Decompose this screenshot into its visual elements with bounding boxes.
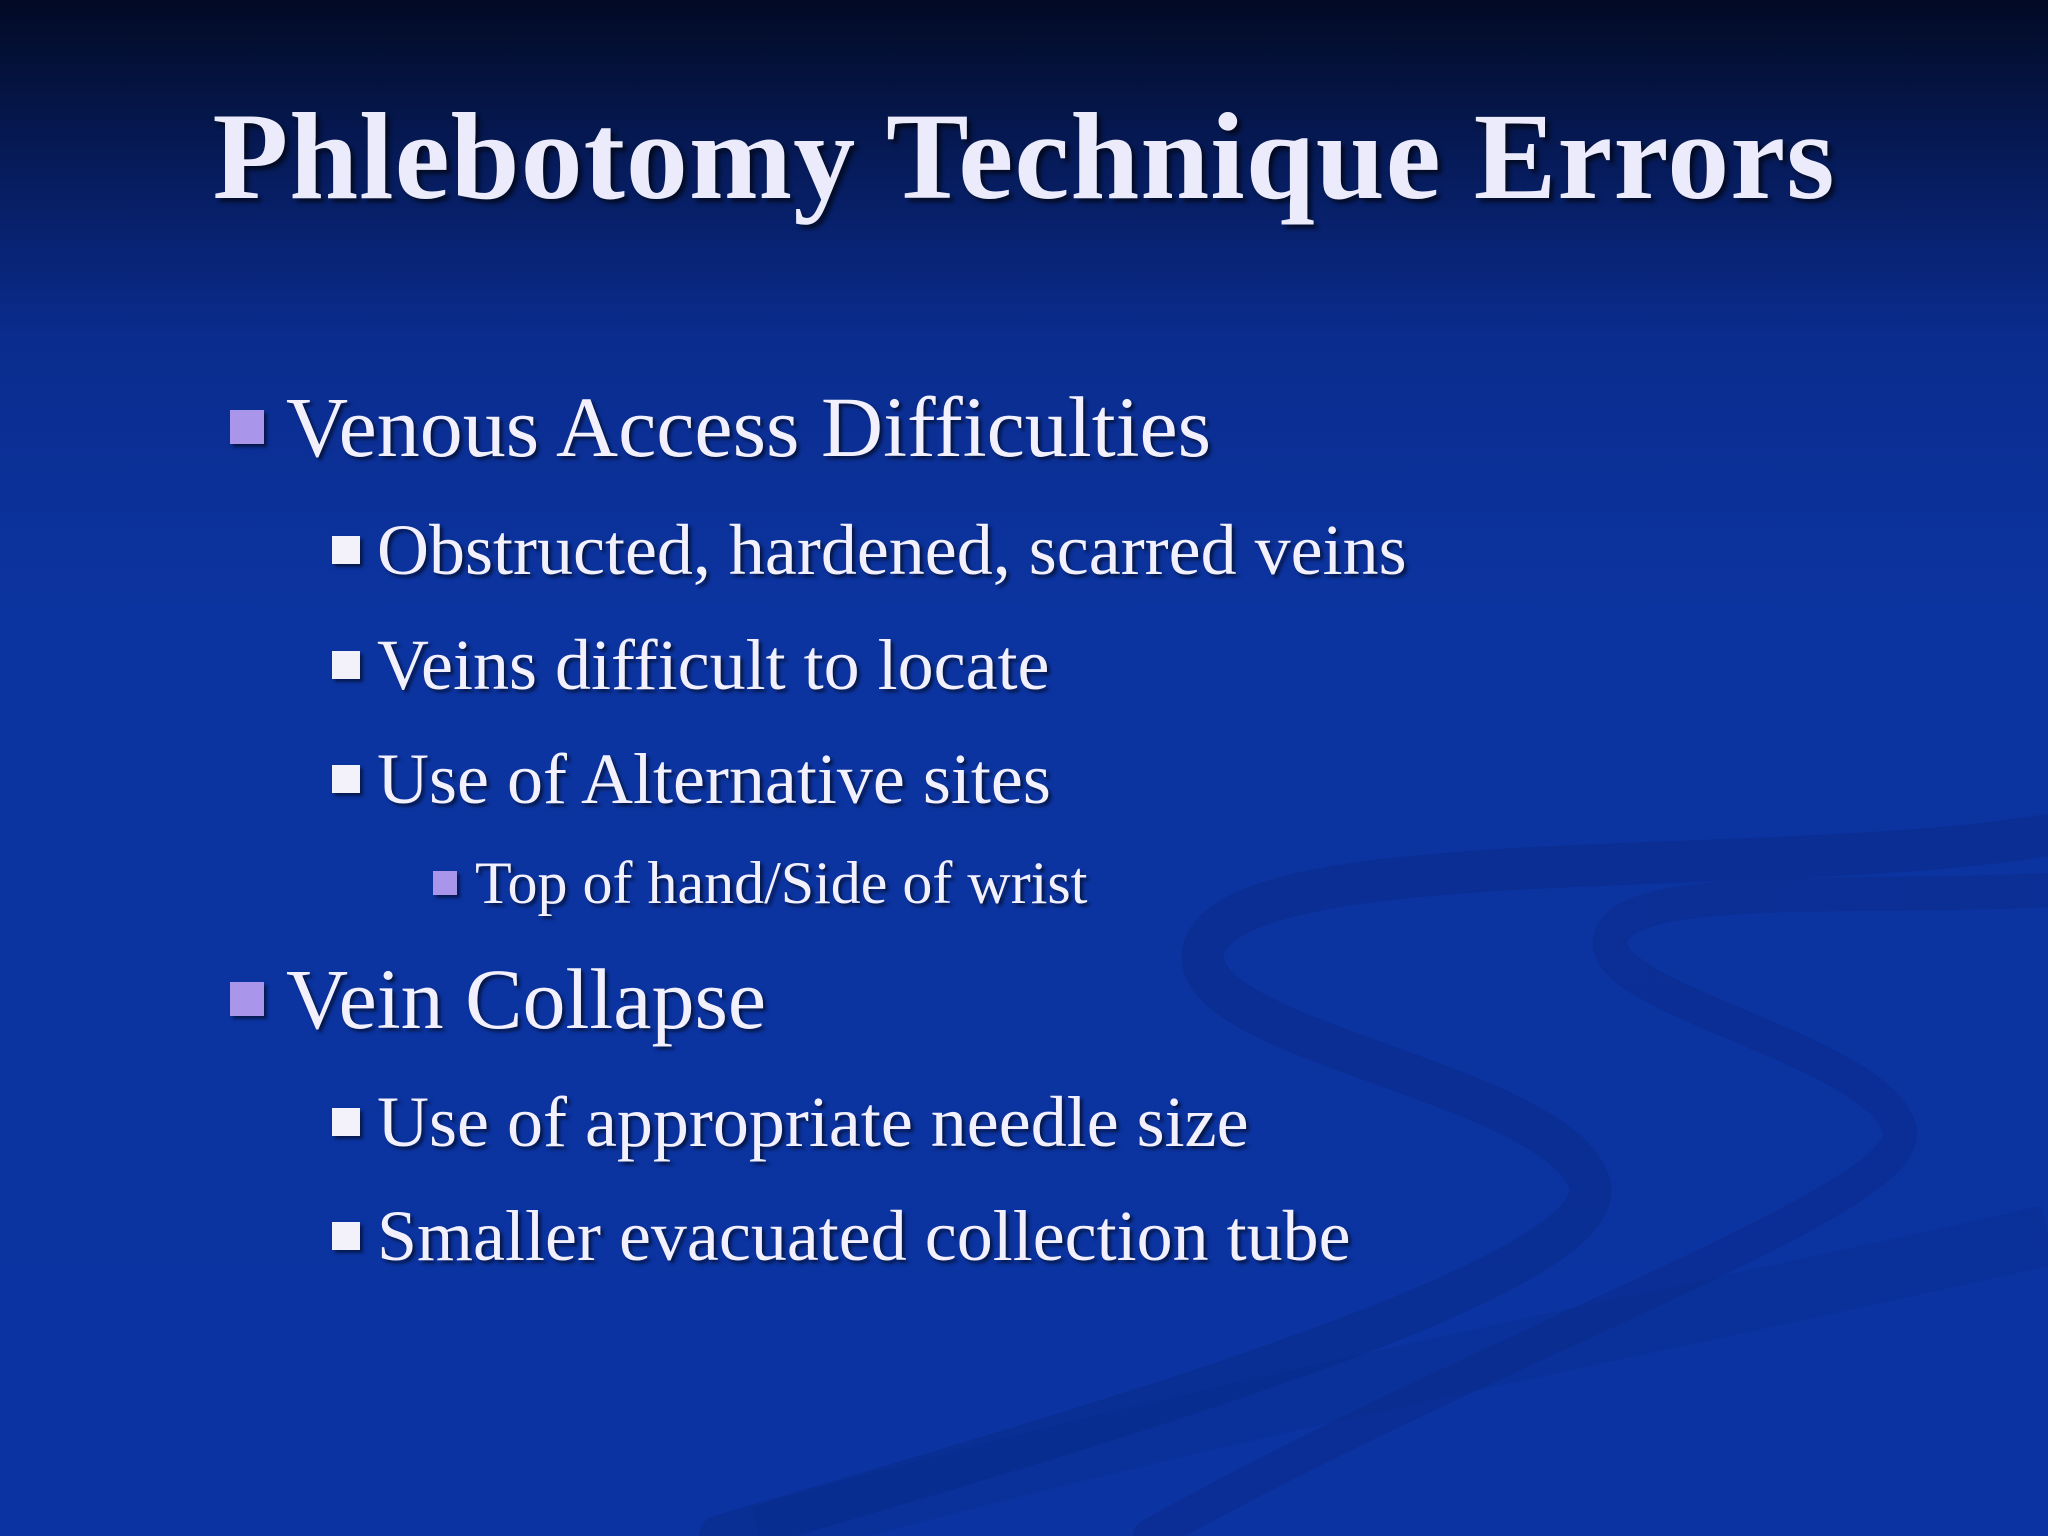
square-bullet-icon	[332, 536, 360, 564]
bullet-venous-access-difficulties	[230, 377, 1211, 477]
bullet-text: Obstructed, hardened, scarred veins	[377, 509, 1407, 590]
bullet-veins-difficult-to-locate	[332, 620, 1050, 710]
bullet-smaller-collection-tube	[332, 1191, 1351, 1281]
bullet-text: Use of appropriate needle size	[377, 1081, 1249, 1162]
bullet-text: Vein Collapse	[286, 951, 767, 1047]
bullet-vein-collapse	[230, 949, 766, 1049]
square-bullet-icon	[433, 871, 457, 895]
square-bullet-icon	[332, 1108, 360, 1136]
square-bullet-icon	[332, 651, 360, 679]
bullet-needle-size	[332, 1077, 1249, 1167]
square-bullet-icon	[332, 1222, 360, 1250]
bullet-obstructed-veins	[332, 505, 1407, 595]
square-bullet-icon	[230, 410, 264, 444]
square-bullet-icon	[230, 982, 264, 1016]
bullet-alternative-sites	[332, 734, 1051, 824]
bullet-top-of-hand	[433, 845, 1087, 921]
square-bullet-icon	[332, 765, 360, 793]
bullet-text: Use of Alternative sites	[377, 738, 1051, 819]
slide-title: Phlebotomy Technique Errors	[212, 88, 1836, 225]
bullet-text: Top of hand/Side of wrist	[475, 849, 1088, 916]
bullet-text: Smaller evacuated collection tube	[377, 1195, 1351, 1276]
bullet-text: Veins difficult to locate	[377, 624, 1050, 705]
bullet-text: Venous Access Difficulties	[286, 379, 1212, 475]
